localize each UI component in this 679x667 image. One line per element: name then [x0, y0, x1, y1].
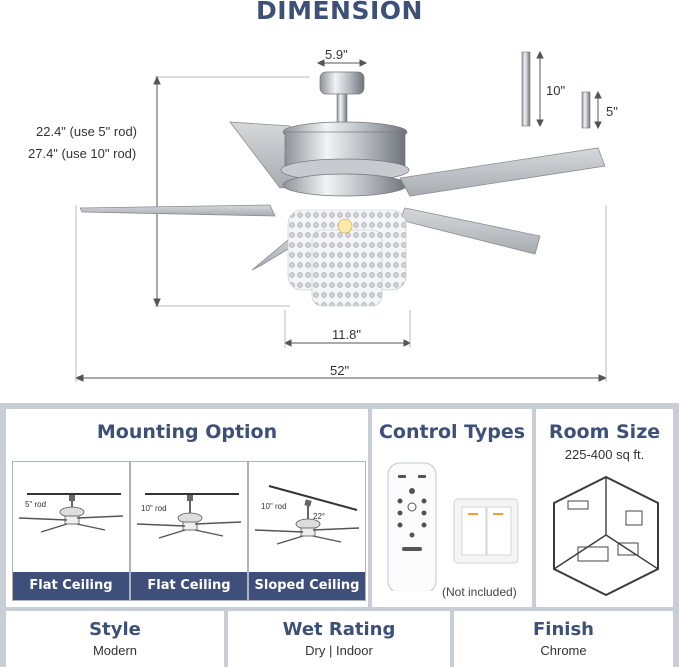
room-panel: [536, 409, 673, 607]
wall-switch-icon: [452, 497, 522, 567]
mounting-title: Mounting Option: [96, 421, 278, 443]
mount-option-label: Flat Ceiling: [13, 572, 129, 600]
room-icon: [548, 471, 664, 597]
mount-option-flat-5: [12, 461, 130, 601]
slope-angle-label: 22°: [313, 512, 326, 521]
control-note: (Not included): [442, 585, 517, 599]
spec-value: Chrome: [540, 643, 587, 658]
spec-title: Wet Rating: [282, 619, 396, 640]
page-title: DIMENSION: [256, 0, 423, 25]
light-width-label: 11.8": [332, 327, 361, 342]
mount-option-label: Flat Ceiling: [131, 572, 247, 600]
ceiling-fan-illustration: [0, 30, 679, 402]
mount-option-flat-10: [130, 461, 248, 601]
spec-finish: [454, 611, 673, 667]
flat-ceiling-fan-icon: [13, 462, 129, 572]
spec-value: Modern: [92, 643, 138, 658]
mount-rod-label: 5" rod: [25, 500, 47, 509]
feature-panels: [0, 403, 679, 667]
room-size-value: 225-400 sq ft.: [564, 447, 645, 462]
control-title: Control Types: [378, 421, 526, 443]
rod-long-label: 10": [546, 83, 566, 98]
spec-wet-rating: [228, 611, 450, 667]
spec-title: Style: [89, 619, 141, 640]
height-5-rod-label: 22.4" (use 5" rod): [36, 124, 138, 139]
flat-ceiling-fan-icon: [131, 462, 247, 572]
spec-style: [6, 611, 224, 667]
control-panel: [372, 409, 532, 607]
spec-title: Finish: [533, 619, 594, 640]
spec-value: Dry | Indoor: [305, 643, 373, 658]
mount-option-sloped: [248, 461, 366, 601]
height-10-rod-label: 27.4" (use 10" rod): [28, 146, 137, 161]
mount-option-label: Sloped Ceiling: [249, 572, 365, 600]
canopy-width-label: 5.9": [325, 47, 348, 62]
mount-rod-label: 10" rod: [261, 502, 287, 511]
blade-span-label: 52": [330, 363, 350, 378]
rod-short-label: 5": [606, 104, 618, 119]
mount-rod-label: 10" rod: [141, 504, 167, 513]
room-title: Room Size: [548, 421, 661, 443]
mounting-panel: [6, 409, 368, 607]
sloped-ceiling-fan-icon: [249, 462, 365, 572]
